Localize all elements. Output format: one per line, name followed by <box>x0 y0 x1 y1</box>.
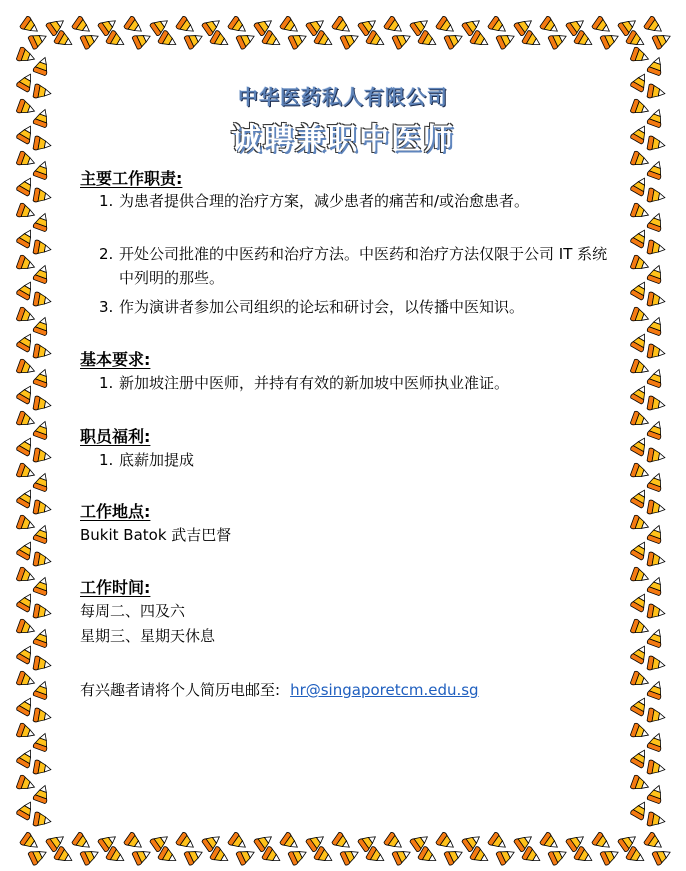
list-item <box>99 295 619 319</box>
list-number: 1. <box>99 374 114 392</box>
location-text: Bukit Batok 武吉巴督 <box>80 526 232 544</box>
email-link[interactable]: hr@singaporetcm.edu.sg <box>290 681 479 699</box>
contact-line <box>80 678 479 702</box>
list-item <box>99 371 619 395</box>
location-heading: 工作地点: <box>80 502 151 521</box>
list-item <box>99 242 619 290</box>
hours-line-2: 星期三、星期天休息 <box>80 627 216 645</box>
list-number: 3. <box>99 298 114 316</box>
list-text: 开处公司批准的中医药和治疗方法。中医药和治疗方法仅限于公司 IT 系统中列明的那些。 <box>119 245 608 287</box>
list-text: 底薪加提成 <box>119 451 195 469</box>
page-title: 诚聘兼职中医师 <box>231 122 455 157</box>
list-number: 1. <box>99 451 114 469</box>
duties-heading: 主要工作职责: <box>80 169 183 188</box>
hours-line-1: 每周二、四及六 <box>80 602 186 620</box>
list-text: 作为演讲者参加公司组织的论坛和研讨会，以传播中医知识。 <box>119 298 525 316</box>
list-number: 2. <box>99 245 114 263</box>
benefits-heading: 职员福利: <box>80 427 151 446</box>
list-item <box>99 448 619 472</box>
company-name: 中华医药私人有限公司 <box>238 85 448 109</box>
contact-text: 有兴趣者请将个人简历电邮至: <box>80 681 281 699</box>
list-text: 为患者提供合理的治疗方案，减少患者的痛苦和/或治愈患者。 <box>119 192 530 210</box>
list-text: 新加坡注册中医师，并持有有效的新加坡中医师执业准证。 <box>119 374 510 392</box>
hours-heading: 工作时间: <box>80 578 151 597</box>
list-item <box>99 189 619 213</box>
requirements-heading: 基本要求: <box>80 350 151 369</box>
list-number: 1. <box>99 192 114 210</box>
